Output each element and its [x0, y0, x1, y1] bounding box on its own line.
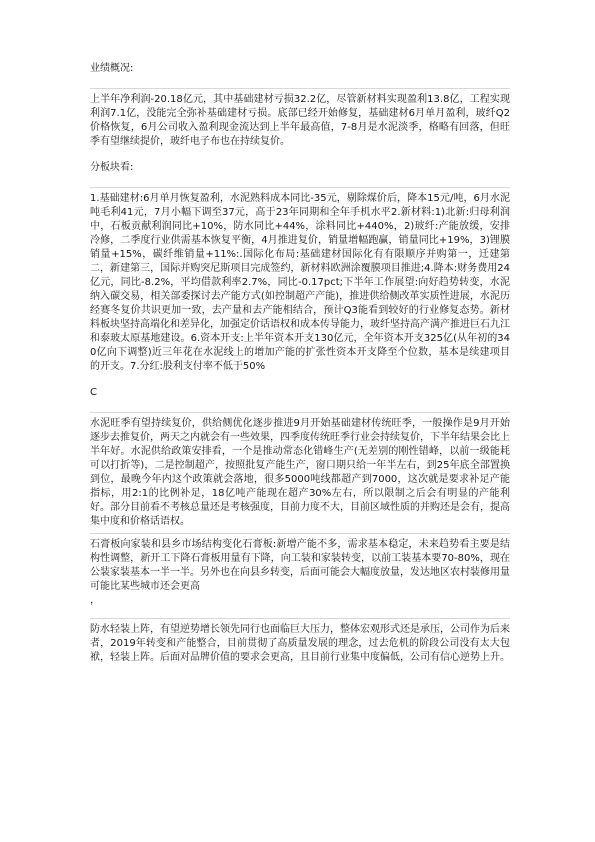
- waterproof-paragraph: 防水轻装上阵，有望逆势增长领先同行也面临巨大压力，整体宏观形式还是承压，公司作为后来者，2019年转变和产能整合，目前贯彻了高质量发展的理念，过去危机的阶段公司没有太大包袱，轻装上阵。后面对品牌价值的要求会更高，且目前行业集中度偏低，公司有信心逆势上升。: [90, 624, 510, 663]
- section-divider: [90, 412, 510, 413]
- segment-paragraph: 1.基础建材:6月单月恢复盈利，水泥熟料成本同比-35元，剔除煤价后，降本15元/吨，6月水泥吨毛利41元，7月小幅下调至37元，高于23年同期和全年手机水平2.新材料:1)北新:归母利润中，石板贡献利润同比+10%，防水同比+44%，涂料同比+440%，2)玻纤:产能放缓，安排冷修，二季度行业供需基本恢复平衡，4月推进复价，销量增幅跑赢，销量同比+19%，3)锂膜销量+15%，碳纤维销量+11%:.国际化布局:基础建材国际化有有限顺序并购第一，迁建第二，新建第三，国际并购突尼斯项目完成签约，新材料欧洲涂覆膜项目推进;4.降本:财务费用24亿元，同比-8.2%，平均借款利率2.7%，同比-0.17pct;下半年工作展望:向好趋势转变，水泥纳入碳交易，相关部委探讨去产能方式(如控制超产产能)，推进供给侧改革实质性进展，水泥历经赛冬复价共识更加一致，去产量和去产能相结合，预计Q3能看到较好的行业修复态势。新材料板块坚持高端化和差异化，加强定价话语权和成本传导能力，玻纤坚持高产满产推进巨石九江和泰玻太原基地建设。6.资本开支:上半年资本开支130亿元，全年资本开支325亿(从年初的340亿向下调整)近三年花在水泥线上的增加产能的扩张性资本开支降至个位数，基本是续建项目的开支。7.分红:股利支付率不低于50%: [90, 193, 510, 372]
- document-page: [90, 62, 510, 665]
- segment-heading: 分板块看:: [90, 162, 134, 173]
- section-divider: [90, 88, 510, 89]
- overview-paragraph: 上半年净利润-20.18亿元，其中基础建材亏损32.2亿，尽管新材料实现盈利13.8亿，工程实现利润7.1亿，没能完全弥补基础建材亏损。底部已经开始修复，基础建材6月单月盈利，玻纤Q2价格恢复，6月公司收入盈利现金流达到上半年最高值，7-8月是水泥淡季，格略有回落，但旺季有望继续提价，玻纤电子布也在持续复价。: [90, 94, 510, 147]
- cement-paragraph: 水泥旺季有望持续复价，供给侧优化逐步推进9月开始基础建材传统旺季，一般操作是9月开始逐步去推复价，两天之内就会有一些效果，四季度传统旺季行业会持续复价，下半年结果会比上半年好。水泥供给政策安排看，一个是推动常态化错峰生产(无差别的刚性错峰，以前一级能耗可以打折等)，二是控制超产，按照批复产能生产，窗口期只给一年半左右，到25年底全部置换到位，最晚今年内这个政策就会落地，很多5000吨线都超产到7000，这次就是要求补足产能指标，用2:1的比例补足，18亿吨产能现在超产30%左右，所以限制之后会有明显的产能利好。部分目前看不考核总量还是考核强度，目前力度不大，目前区域性质的并购还是会有，提高集中度和价格话语权。: [90, 418, 510, 527]
- section-divider: [90, 618, 510, 619]
- section-divider: [90, 187, 510, 188]
- section-divider: [90, 533, 510, 534]
- overview-heading: 业绩概况:: [90, 63, 134, 74]
- gypsum-paragraph-tail: ，: [90, 595, 100, 606]
- qa-heading: C: [90, 387, 97, 398]
- gypsum-paragraph: 石膏板向家装和县乡市场结构变化石膏板:新增产能不多，需求基本稳定，未来趋势看主要是结构性调整，新开工下降石膏板用量有下降，向工装和家装转变，以前工装基本要70-80%，现在公装家装基本一半一半。另外也在向县乡转变，后面可能会大幅度放量，发达地区农村装修用量可能比某些城市还会更高: [90, 539, 510, 592]
